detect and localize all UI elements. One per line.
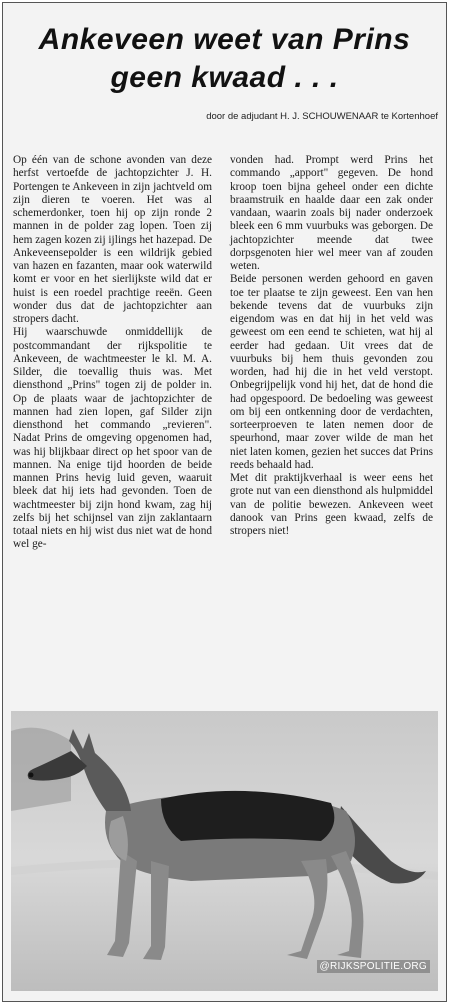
- paragraph: Met dit praktijkverhaal is weer eens het grote nut van een diensthond als hulpmiddel van de politie bewezen. Ankeveen weet danook van Prins geen kwaad, zelfs de stropers niet!: [230, 472, 433, 537]
- watermark: @RIJKSPOLITIE.ORG: [317, 960, 431, 973]
- paragraph: Beide personen werden gehoord en gaven toe ter plaatse te zijn geweest. Een van hen bekende tevens dat de vuurbuks zijn eigendom was en dat hij in het veld was geweest om een eend te schieten, wat hij al eerder had gedaan. Uit vrees dat de vuurbuks bij hem thuis gevonden zou worden, had hij die in het veld verstopt. Onbegrijpelijk vond hij het, dat de hond die had opgespoord. De bedoeling was geweest om bij een ontkenning door de verdachten, sorteerproeven te laten nemen door de speurhond, maar zover wilde de man het niet laten komen, gezien het succes dat Prins reeds behaald had.: [230, 273, 433, 471]
- paragraph: Hij waarschuwde onmiddellijk de postcommandant der rijkspolitie te Ankeveen, de wachtmeester le kl. M. A. Silder, die toevallig thuis was. Met diensthond „Prins" togen zij de polder in. Op de plaats waar de jachtopzichter de mannen had zien lopen, gaf Silder zijn diensthond het commando „revieren". Nadat Prins de omgeving opgenomen had, was hij blijkbaar direct op het spoor van de mannen. Na enige tijd hoorden de beide mannen Prins hevig luid geven, waaruit bleek dat hij iets had gevonden. Toen de wachtmeester bij zijn hond kwam, zag hij zelfs bij het schijnsel van zijn zaklantaarn totaal niets en hij wist dus niet wat de hond wel ge-: [13, 326, 212, 551]
- dog-photo: [11, 711, 438, 991]
- column-right: [230, 154, 433, 538]
- german-shepherd-dog-photo-icon: [11, 711, 438, 991]
- page-frame: [2, 2, 447, 1002]
- column-left: [13, 154, 212, 552]
- title-line-1: Ankeveen weet van Prins: [38, 23, 411, 56]
- paragraph: Op één van de schone avonden van deze herfst vertoefde de jachtopzichter J. H. Portengen te Ankeveen in zijn jachtveld om zijn dieren te voeren. Het was al schemerdonker, toen hij op zijn ronde 2 mannen in de polder zag lopen. Toen zij hem zagen kozen zij ijlings het hazepad. De Ankeveensepolder is een wildrijk gebied van hazen en fazanten, maar ook waterwild komt er voor en het sierlijkste wild dat er huist is een roedel prachtige reeën. Geen wonder dus dat de jachtopzichter aan stropers dacht.: [13, 154, 212, 325]
- byline: door de adjudant H. J. SCHOUWENAAR te Kortenhoef: [206, 111, 438, 122]
- paragraph: vonden had. Prompt werd Prins het commando „apport" gegeven. De hond kroop toen bijna geheel onder een dichte braamstruik en haalde daar een zak onder vandaan, waarin zoals bij nader onderzoek bleek een 6 mm vuurbuks was geborgen. De jachtopzichter meende dat twee dorpsgenoten hier wel meer van af zouden weten.: [230, 154, 433, 272]
- title-line-2: geen kwaad . . .: [110, 61, 339, 94]
